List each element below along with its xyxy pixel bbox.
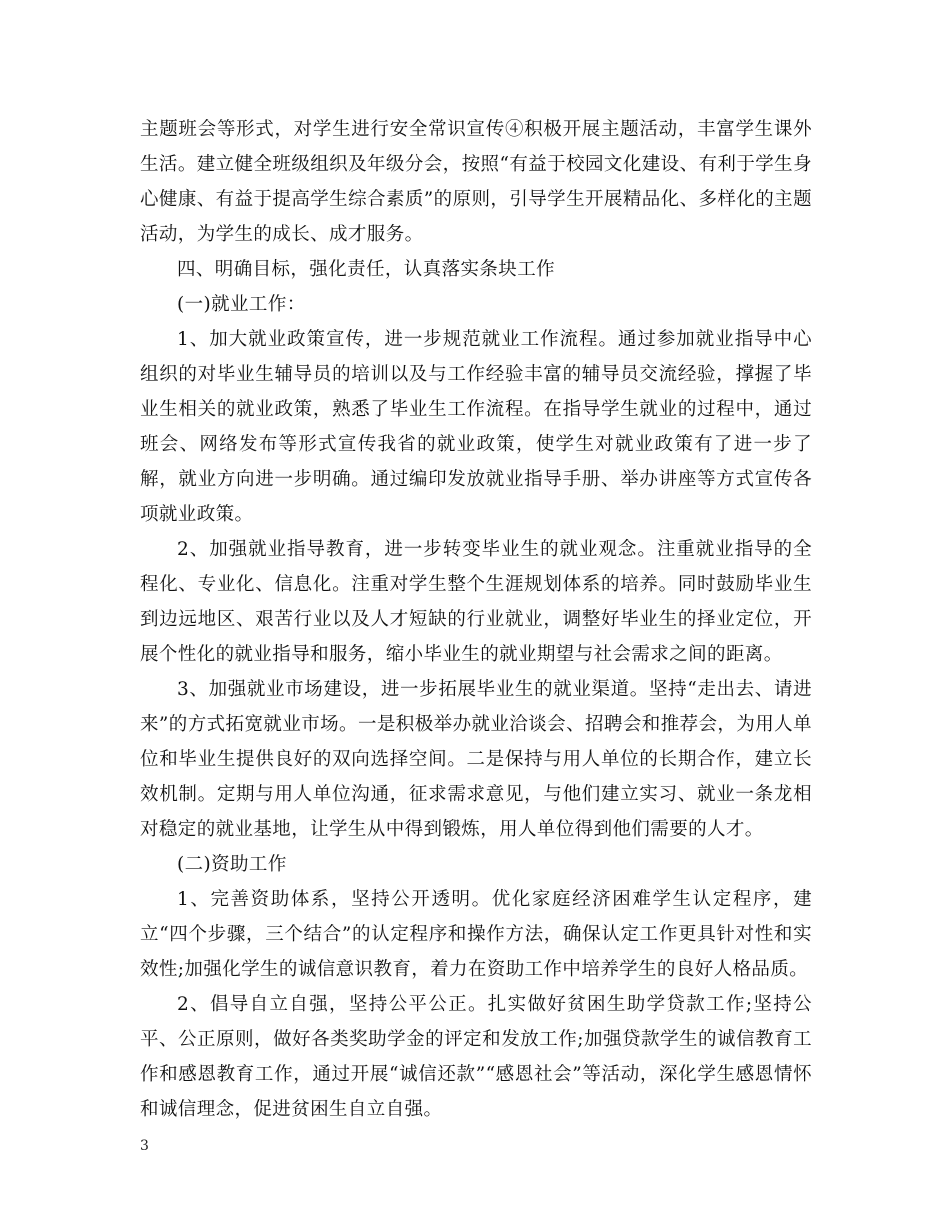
paragraph-continued: 主题班会等形式，对学生进行安全常识宣传④积极开展主题活动，丰富学生课外生活。建立健全班级组织及年级分会，按照“有益于校园文化建设、有利于学生身心健康、有益于提高学生综合素质”的原则，引导学生开展精品化、多样化的主题活动，为学生的成长、成才服务。 bbox=[140, 119, 812, 245]
paragraph-funding-1: 1、完善资助体系，坚持公开透明。优化家庭经济困难学生认定程序，建立“四个步骤，三个结合”的认定程序和操作方法，确保认定工作更具针对性和实效性;加强化学生的诚信意识教育，着力在资助工作中培养学生的良好人格品质。 bbox=[140, 889, 812, 980]
paragraph-funding-2: 2、倡导自立自强，坚持公平公正。扎实做好贫困生助学贷款工作;坚持公平、公正原则，做好各类奖助学金的评定和发放工作;加强贷款学生的诚信教育工作和感恩教育工作，通过开展“诚信还款”“感恩社会”等活动，深化学生感恩情怀和诚信理念，促进贫困生自立自强。 bbox=[140, 994, 812, 1120]
document-body bbox=[140, 112, 812, 1127]
paragraph-employment-1: 1、加大就业政策宣传，进一步规范就业工作流程。通过参加就业指导中心组织的对毕业生辅导员的培训以及与工作经验丰富的辅导员交流经验，撑握了毕业生相关的就业政策，熟悉了毕业生工作流程。在指导学生就业的过程中，通过班会、网络发布等形式宣传我省的就业政策，使学生对就业政策有了进一步了解，就业方向进一步明确。通过编印发放就业指导手册、举办讲座等方式宣传各项就业政策。 bbox=[140, 329, 812, 525]
paragraph-employment-3: 3、加强就业市场建设，进一步拓展毕业生的就业渠道。坚持“走出去、请进来”的方式拓宽就业市场。一是积极举办就业洽谈会、招聘会和推荐会，为用人单位和毕业生提供良好的双向选择空间。二是保持与用人单位的长期合作，建立长效机制。定期与用人单位沟通，征求需求意见，与他们建立实习、就业一条龙相对稳定的就业基地，让学生从中得到锻炼，用人单位得到他们需要的人才。 bbox=[140, 679, 812, 840]
paragraph-employment-2: 2、加强就业指导教育，进一步转变毕业生的就业观念。注重就业指导的全程化、专业化、信息化。注重对学生整个生涯规划体系的培养。同时鼓励毕业生到边远地区、艰苦行业以及人才短缺的行业就业，调整好毕业生的择业定位，开展个性化的就业指导和服务，缩小毕业生的就业期望与社会需求之间的距离。 bbox=[140, 539, 812, 665]
page-number: 3 bbox=[140, 1138, 149, 1154]
subsection-heading-funding: (二)资助工作 bbox=[177, 854, 287, 875]
section-heading-four: 四、明确目标，强化责任，认真落实条块工作 bbox=[177, 259, 556, 280]
subsection-heading-employment: (一)就业工作： bbox=[177, 294, 306, 315]
